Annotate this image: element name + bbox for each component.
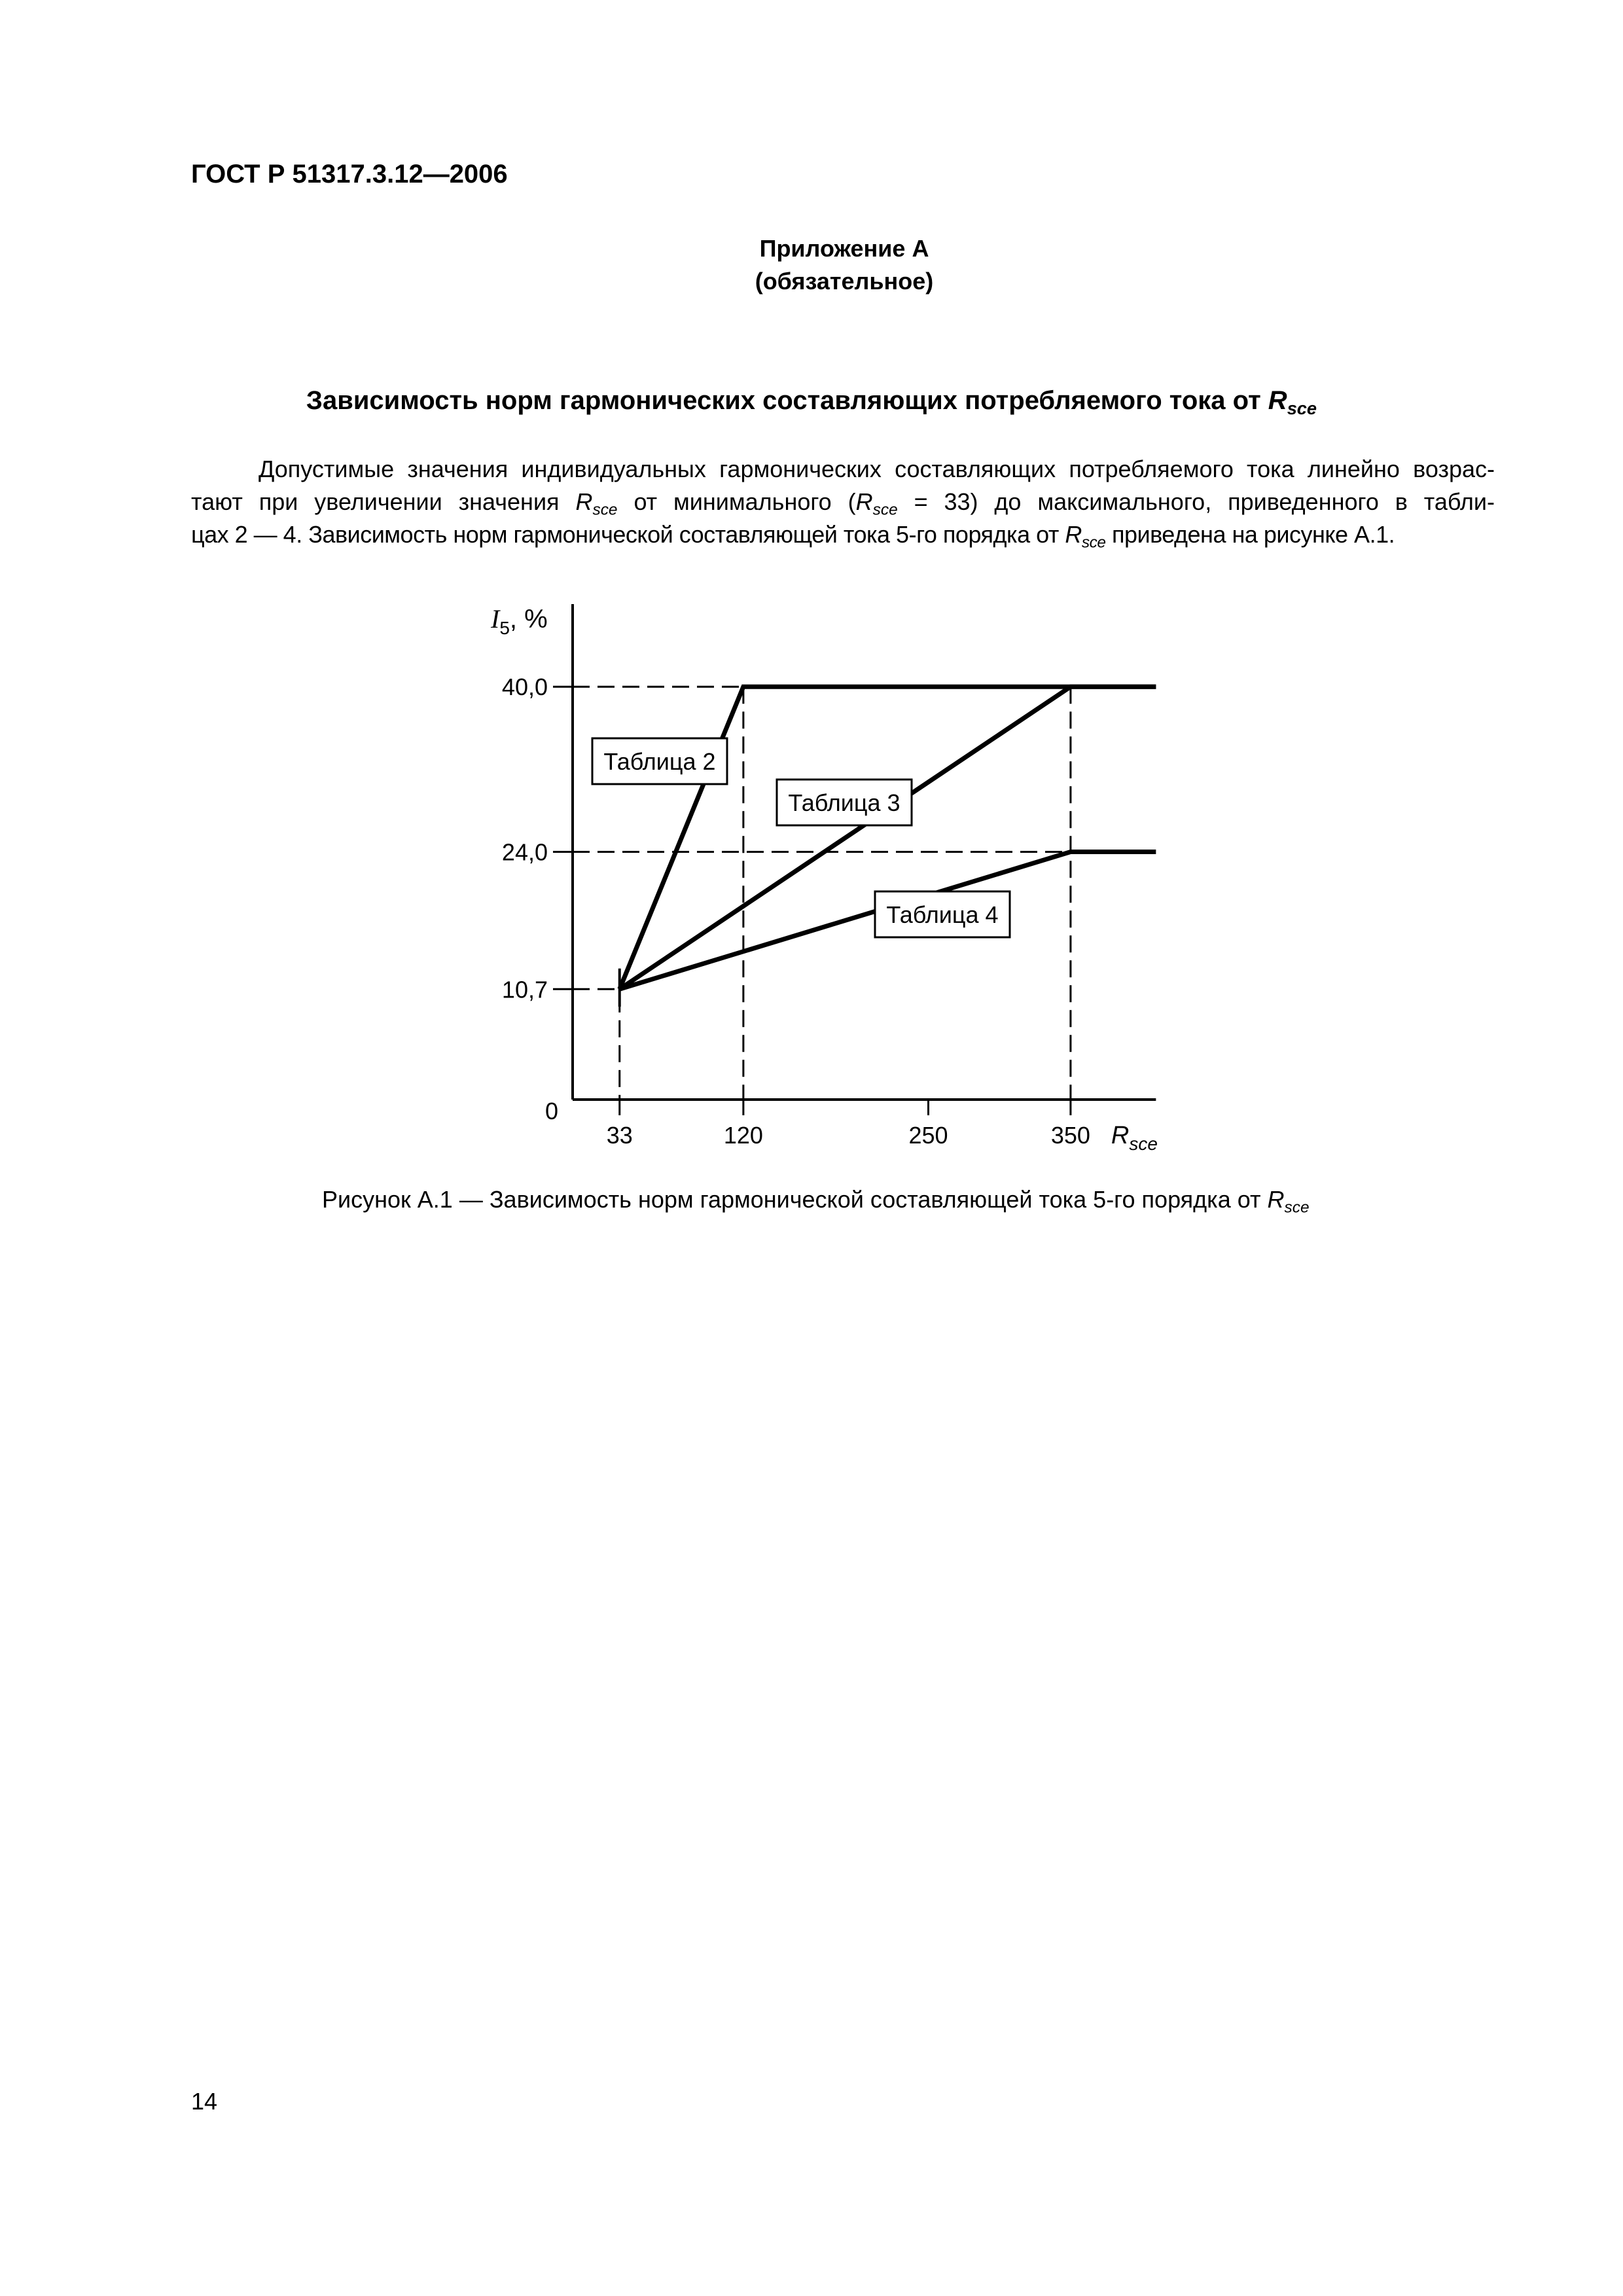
para-l3-b: приведена на рисунке А.1.: [1111, 521, 1395, 548]
para-var: R: [575, 488, 593, 515]
x-tick-label: 120: [723, 1122, 763, 1149]
para-l2-c: = 33) до максимального, приведенного в табли-: [914, 488, 1495, 515]
figure-caption: [322, 1186, 1369, 1217]
para-var: R: [1065, 521, 1082, 548]
series-line-2: [620, 687, 1156, 989]
para-l3-a: цах 2 — 4. Зависимость норм гармонической составляющей тока 5-го порядка от: [191, 521, 1059, 548]
x-tick-label: 350: [1050, 1122, 1090, 1149]
para-l2-b: от минимального (: [633, 488, 856, 515]
page-number: 14: [191, 2088, 218, 2115]
x-tick-label: 250: [908, 1122, 948, 1149]
appendix-title: Приложение А: [759, 235, 929, 262]
series-label-4: Таблица 4: [886, 901, 999, 928]
series-label-2: Таблица 2: [603, 748, 716, 775]
y-tick-label: 40,0: [501, 673, 548, 701]
para-var: R: [855, 488, 873, 515]
para-var-sub: sce: [1081, 533, 1106, 552]
document-id: ГОСТ Р 51317.3.12—2006: [191, 160, 508, 188]
series-line-3: [620, 687, 1156, 989]
y-tick-label: 24,0: [501, 838, 548, 866]
caption-text: Рисунок А.1 — Зависимость норм гармонической составляющей тока 5-го порядка от: [322, 1186, 1261, 1213]
para-var-sub: sce: [592, 501, 618, 519]
para-var-sub: sce: [872, 501, 898, 519]
x-axis-label: $R_{sce}$: [1111, 1122, 1158, 1154]
origin-label: 0: [544, 1098, 559, 1124]
caption-var: R: [1267, 1186, 1285, 1213]
series-label-3: Таблица 3: [788, 789, 901, 816]
section-title-sub: sce: [1287, 398, 1317, 419]
paragraph-line-1: Допустимые значения индивидуальных гармонических составляющих потребляемого тока линейно возрас-: [259, 456, 1495, 482]
appendix-status: (обязательное): [755, 268, 934, 295]
x-tick-label: 33: [606, 1122, 633, 1149]
caption-sub: sce: [1284, 1198, 1310, 1217]
y-axis-label: $I_5$, %: [491, 604, 548, 639]
para-l2-a: тают при увеличении значения: [191, 488, 560, 515]
y-tick-label: 10,7: [501, 976, 548, 1003]
section-title-var: R: [1268, 386, 1287, 415]
section-title-text: Зависимость норм гармонических составляющих потребляемого тока от: [306, 386, 1261, 415]
